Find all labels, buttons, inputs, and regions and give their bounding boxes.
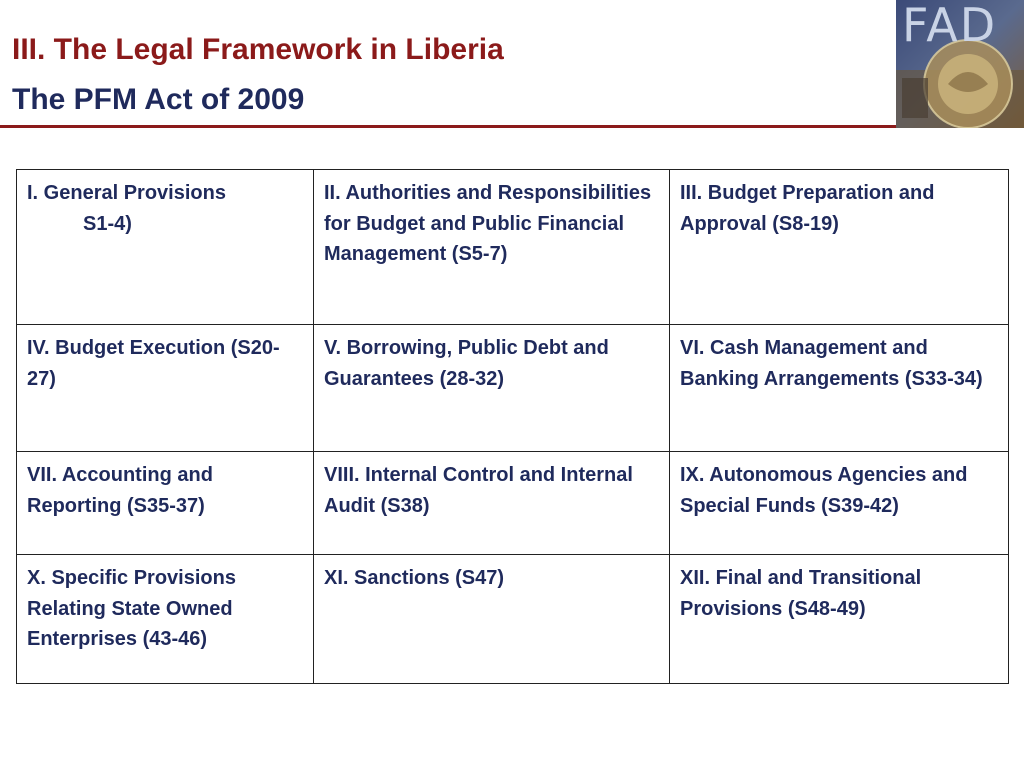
fad-logo-text: FAD (902, 0, 998, 52)
cell-text: S1-4) (83, 212, 132, 235)
cell-text: I. General Provisions (27, 182, 226, 204)
table-row (17, 325, 1009, 452)
table-cell (314, 325, 670, 452)
table-cell (670, 170, 1009, 325)
cell-text: II. Authorities and Responsibilities for Budget and Public Financial Management (S5-7) (324, 182, 652, 265)
table-cell (17, 170, 314, 325)
table-cell (314, 555, 670, 684)
title-divider (0, 125, 1024, 128)
pfm-act-sections-table (16, 169, 1009, 684)
table-row (17, 452, 1009, 555)
cell-text: III. Budget Preparation and Approval (S8-19) (680, 182, 935, 235)
cell-text: VIII. Internal Control and Internal Audit (S38) (324, 464, 633, 517)
table-row (17, 555, 1009, 684)
table-cell (314, 452, 670, 555)
table-cell (670, 555, 1009, 684)
cell-text: V. Borrowing, Public Debt and Guarantees (28-32) (324, 337, 609, 390)
fad-logo (896, 0, 1024, 128)
table-cell (17, 452, 314, 555)
table-cell (17, 555, 314, 684)
cell-text: IV. Budget Execution (S20-27) (27, 337, 280, 390)
slide-title: III. The Legal Framework in Liberia (12, 33, 504, 66)
table-row (17, 170, 1009, 325)
cell-text: XII. Final and Transitional Provisions (S48-49) (680, 567, 922, 620)
cell-text: X. Specific Provisions Relating State Owned Enterprises (43-46) (27, 567, 236, 650)
table-cell (17, 325, 314, 452)
cell-text: VI. Cash Management and Banking Arrangements (S33-34) (680, 337, 983, 390)
cell-text: IX. Autonomous Agencies and Special Funds (S39-42) (680, 464, 968, 517)
slide-subtitle: The PFM Act of 2009 (12, 83, 305, 116)
table-cell (670, 452, 1009, 555)
table-cell (314, 170, 670, 325)
cell-text: VII. Accounting and Reporting (S35-37) (27, 464, 213, 517)
table-cell (670, 325, 1009, 452)
cell-text: XI. Sanctions (S47) (324, 567, 505, 589)
